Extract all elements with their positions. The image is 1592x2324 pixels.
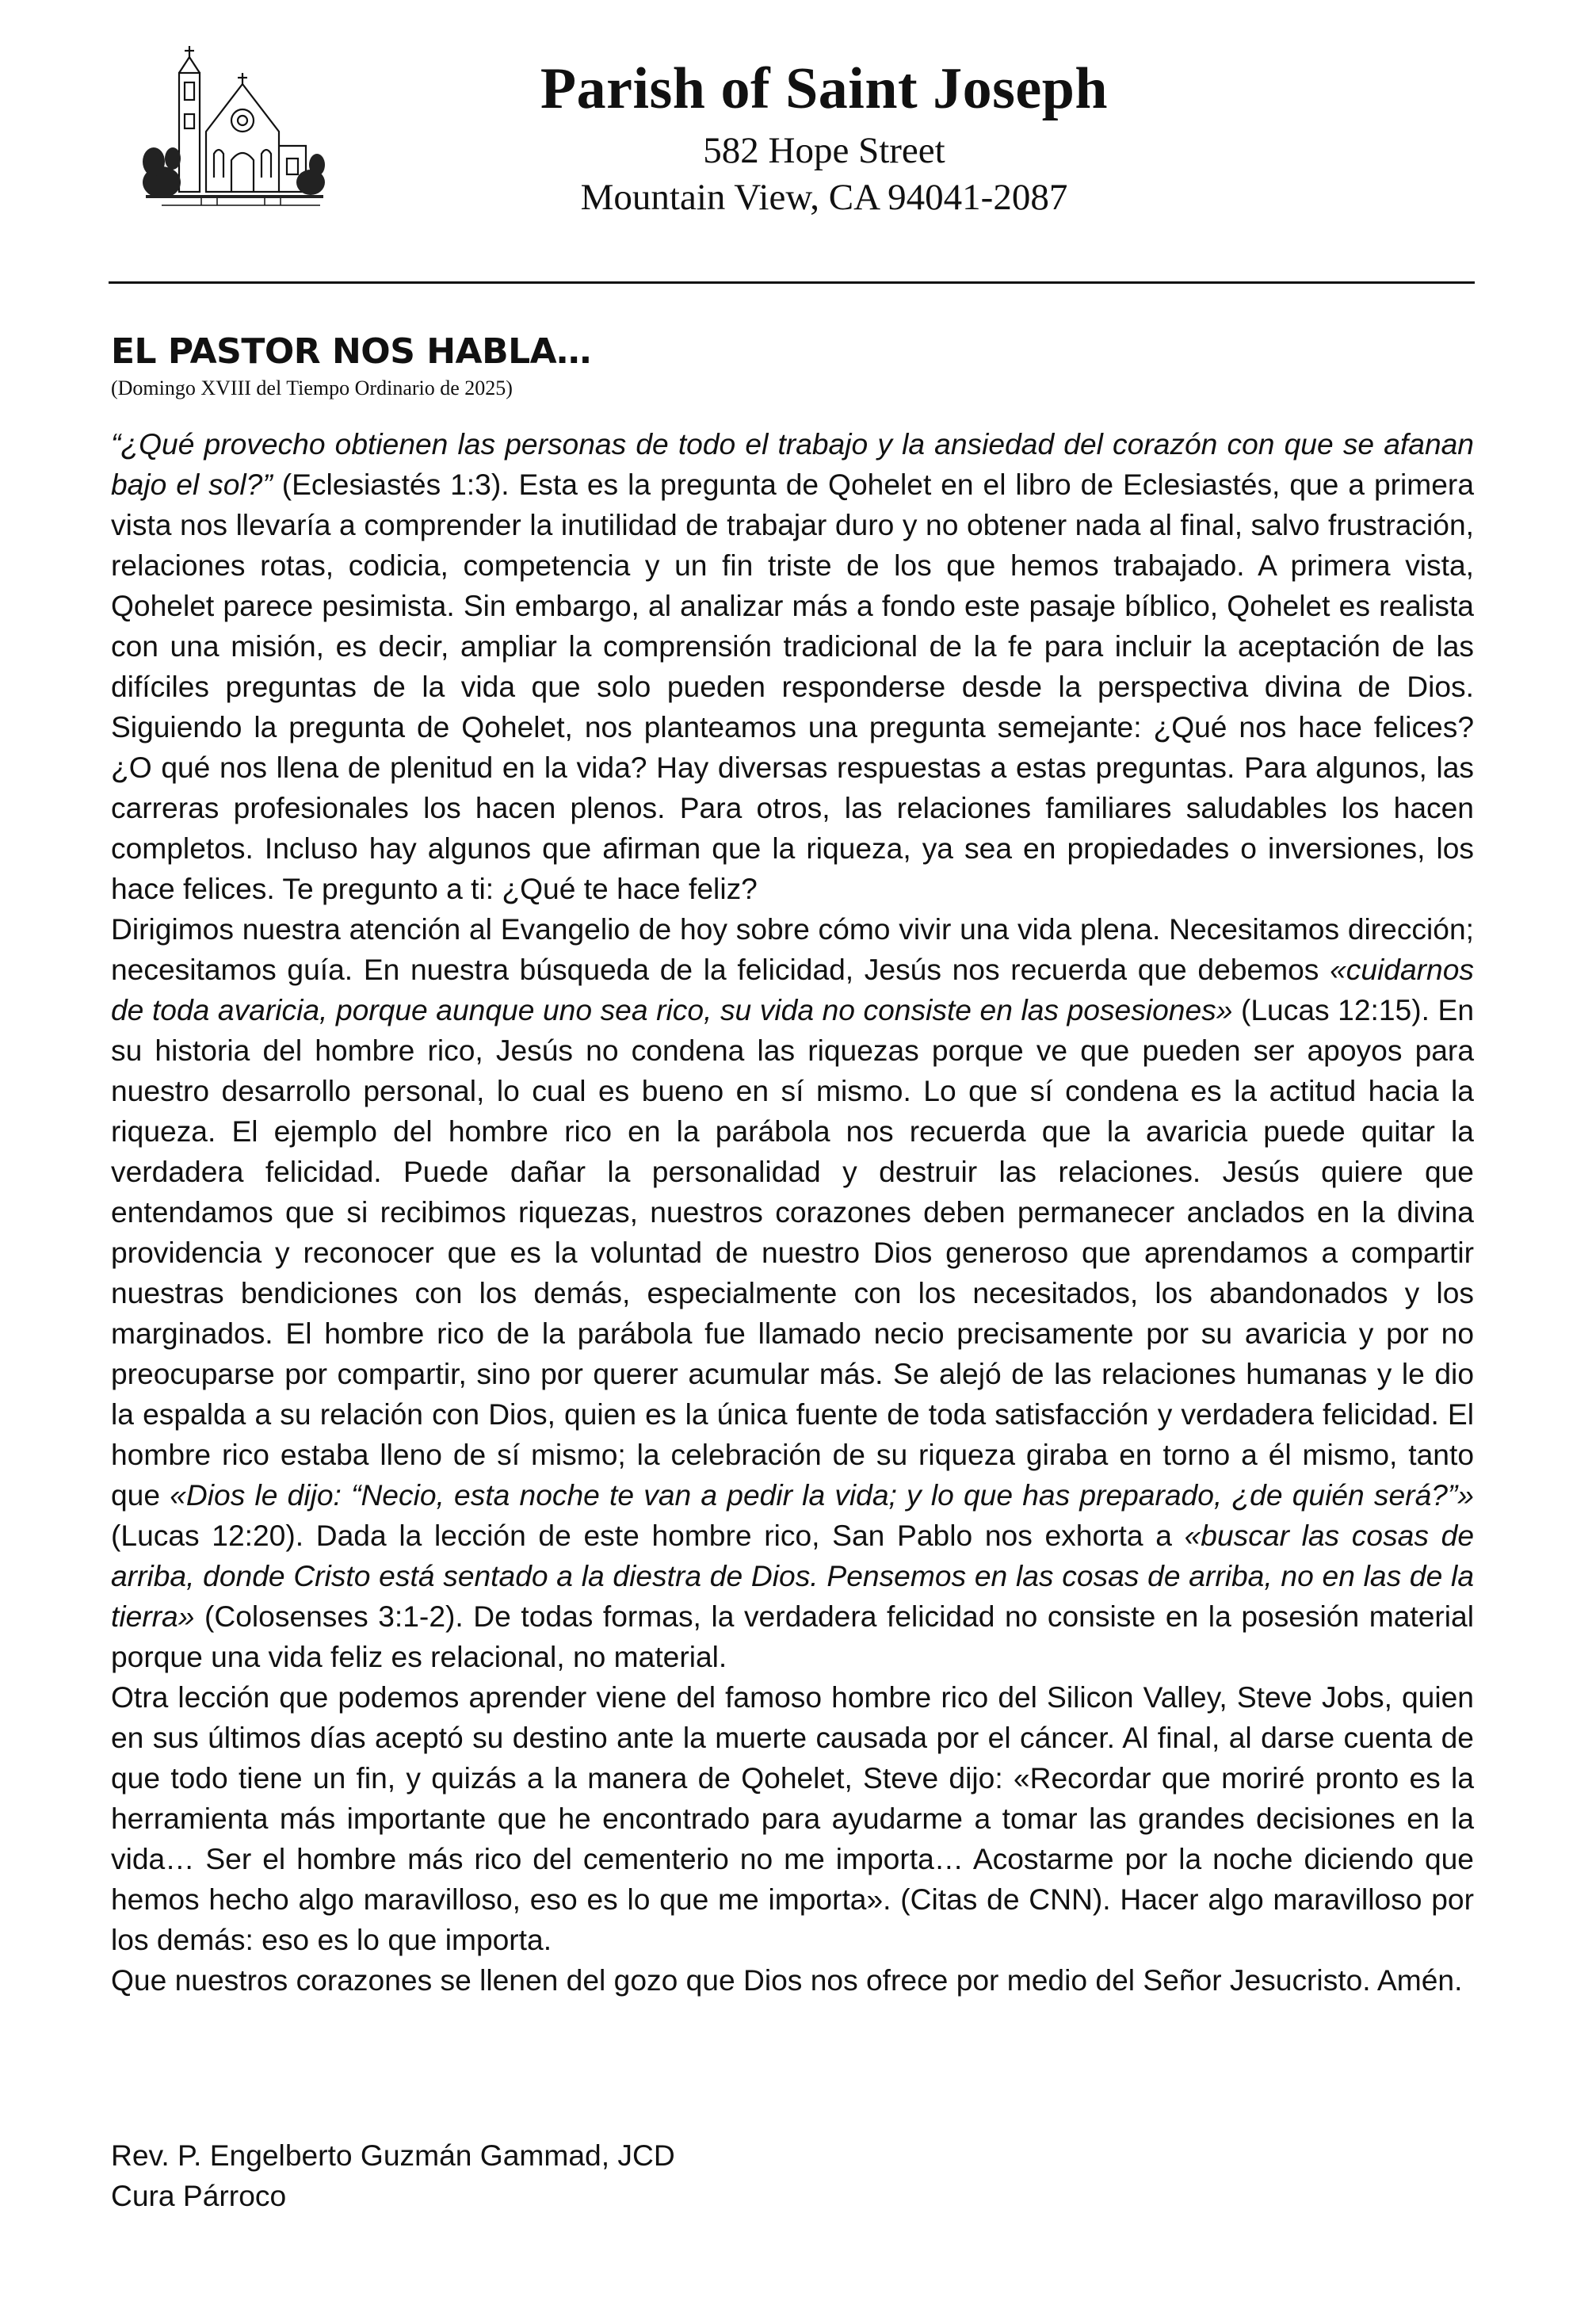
paragraph-text: (Lucas 12:15). En su historia del hombre rico, Jesús no condena las riquezas porque ve que pueden ser apoyos para nuestro desarrollo personal, lo cual es bueno en sí mismo. Lo que sí condena es la actitud hacia la riqueza. El ejemplo del hombre rico en la parábola nos recuerda que la avaricia puede quitar la verdadera felicidad. Puede dañar la personalidad y destruir las relaciones. Jesús quiere que entendamos que si recibimos riquezas, nuestros corazones deben permanecer anclados en la divina providencia y reconocer que es la voluntad de nuestro Dios generoso que aprendamos a compartir nuestras bendiciones con los demás, especialmente con los necesitados, los abandonados y los marginados. El hombre rico de la parábola fue llamado necio precisamente por su avaricia y por no preocuparse por compartir, sino por querer acumular más. Se alejó de las relaciones humanas y le dio la espalda a su relación con Dios, quien es la única fuente de toda satisfacción y verdadera felicidad. El hombre rico estaba lleno de sí mismo; la celebración de su riqueza giraba en torno a él mismo, tanto que [111,993,1475,1512]
paragraph-text: (Eclesiastés 1:3). Esta es la pregunta de Qohelet en el libro de Eclesiastés, que a primera vista nos llevaría a comprender la inutilidad de trabajar duro y no obtener nada al final, salvo frustración, relaciones rotas, codicia, competencia y un fin triste de los que hemos trabajado. A primera vista, Qohelet parece pesimista. Sin embargo, al analizar más a fondo este pasaje bíblico, Qohelet es realista con una misión, es decir, ampliar la comprensión tradicional de la fe para incluir la aceptación de las difíciles preguntas de la vida que solo pueden responderse desde la perspectiva divina de Dios. Siguiendo la pregunta de Qohelet, nos planteamos una pregunta semejante: ¿Qué nos hace felices? ¿O qué nos llena de plenitud en la vida? Hay diversas respuestas a estas preguntas. Para algunos, las carreras profesionales los hacen plenos. Para otros, las relaciones familiares saludables los hacen completos. Incluso hay algunos que afirman que la riqueza, ya sea en propiedades o inversiones, los hace felices. Te pregunto a ti: ¿Qué te hace feliz? [111,468,1474,905]
church-icon [138,43,328,217]
parish-city-address: Mountain View, CA 94041-2087 [580,177,1068,219]
paragraph-4: Que nuestros corazones se llenen del gozo que Dios nos ofrece por medio del Señor Jesucristo. Amén. [111,1963,1463,1997]
paragraph-2 [111,909,1474,1677]
article-heading: EL PASTOR NOS HABLA… [111,331,591,372]
paragraph-text: Dirigimos nuestra atención al Evangelio de hoy sobre cómo vivir una vida plena. Necesitamos dirección; necesitamos guía. En nuestra búsqueda de la felicidad, Jesús nos recuerda que debemos [111,912,1474,986]
scripture-quote: «Dios le dijo: “Necio, esta noche te van a pedir la vida; y lo que has preparado, ¿de quién será?”» [170,1478,1474,1512]
paragraph-1 [111,424,1474,909]
paragraph-text: (Lucas 12:20). Dada la lección de este hombre rico, San Pablo nos exhorta a [111,1519,1185,1552]
parish-street-address: 582 Hope Street [703,130,945,172]
paragraph-text: (Colosenses 3:1-2). De todas formas, la verdadera felicidad no consiste en la posesión material porque una vida feliz es relacional, no material. [111,1600,1474,1673]
scripture-quote: «buscar las cosas de arriba, donde Cristo está sentado a la diestra de Dios. Pensemos en las cosas de arriba, no en las de la tierra» [111,1519,1475,1633]
paragraph-3: Otra lección que podemos aprender viene del famoso hombre rico del Silicon Valley, Steve Jobs, quien en sus últimos días aceptó su destino ante la muerte causada por el cáncer. Al final, al darse cuenta de que todo tiene un fin, y quizás a la manera de Qohelet, Steve dijo: «Recordar que moriré pronto es la herramienta más importante que he encontrado para ayudarme a tomar las grandes decisiones en la vida… Ser el hombre más rico del cementerio no me importa… Acostarme por la noche diciendo que hemos hecho algo maravilloso, eso es lo que me importa». (Citas de CNN). Hacer algo maravilloso por los demás: eso es lo que importa. [111,1680,1474,1956]
article-subheading: (Domingo XVIII del Tiempo Ordinario de 2025) [111,377,513,399]
parish-name: Parish of Saint Joseph [540,56,1109,121]
article-body [111,424,1474,2001]
scripture-quote: “¿Qué provecho obtienen las personas de todo el trabajo y la ansiedad del corazón con que se afanan bajo el sol?” [111,427,1474,501]
signature-title: Cura Párroco [111,2179,287,2212]
scripture-quote: «cuidarnos de toda avaricia, porque aunque uno sea rico, su vida no consiste en las posesiones» [111,953,1474,1026]
parish-header [372,57,1276,221]
header-divider [109,281,1475,284]
signature-name: Rev. P. Engelberto Guzmán Gammad, JCD [111,2139,675,2172]
signature-block [111,2135,675,2216]
